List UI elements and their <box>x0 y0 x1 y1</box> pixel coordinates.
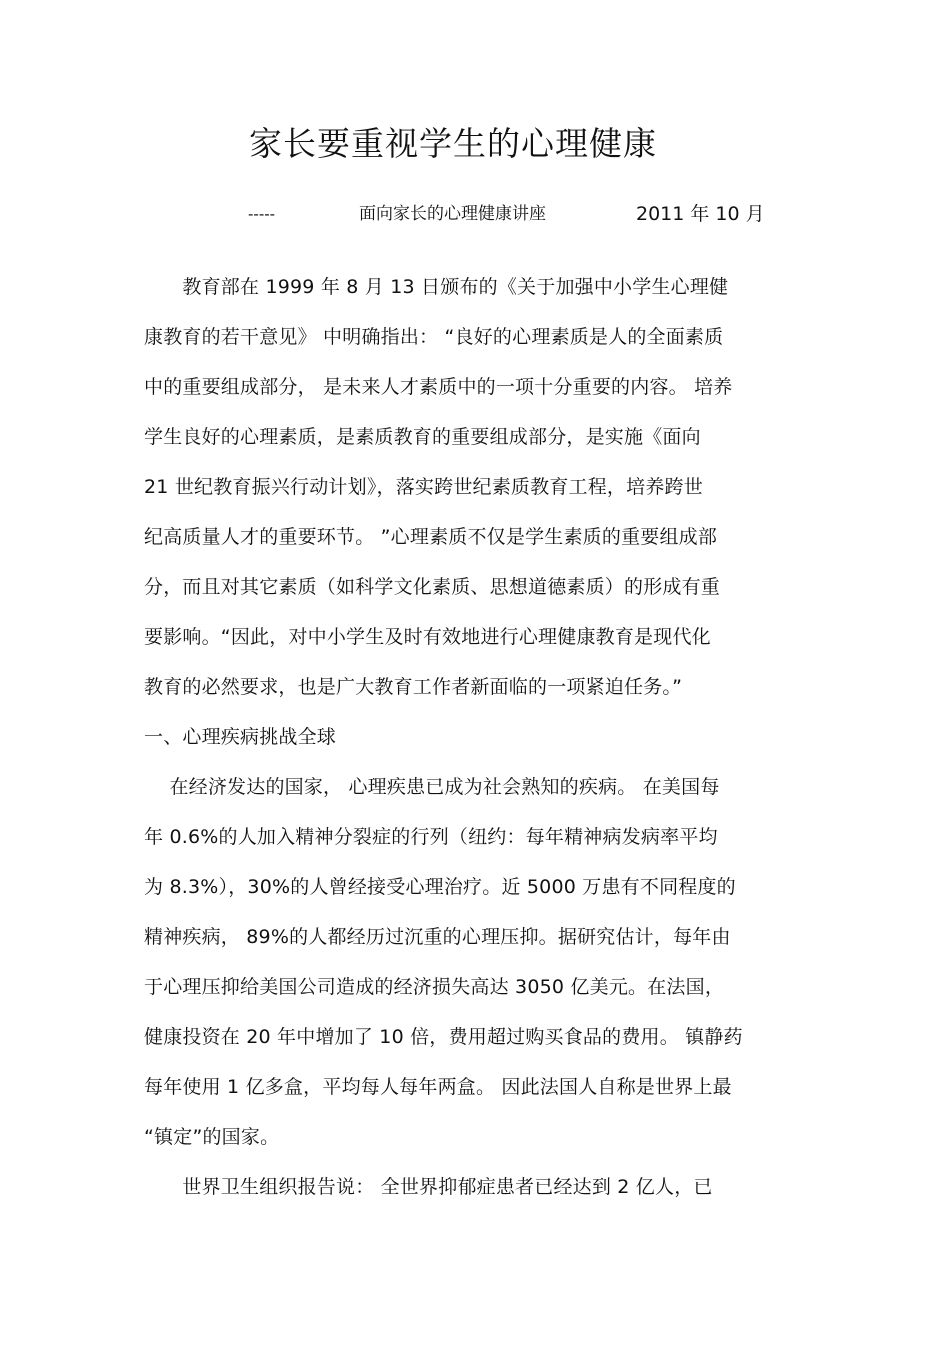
paragraph-line: 学生良好的心理素质，是素质教育的重要组成部分，是实施《面向 <box>144 426 701 448</box>
paragraph-line: 教育的必然要求，也是广大教育工作者新面临的一项紧迫任务。” <box>144 676 683 698</box>
section-heading: 一、心理疾病挑战全球 <box>144 726 337 748</box>
paragraph-line: 世界卫生组织报告说： 全世界抑郁症患者已经达到 2 亿人，已 <box>144 1176 713 1198</box>
paragraph-line: 纪高质量人才的重要环节。 ”心理素质不仅是学生素质的重要组成部 <box>144 526 718 548</box>
paragraph-line: 健康投资在 20 年中增加了 10 倍，费用超过购买食品的费用。 镇静药 <box>144 1026 743 1048</box>
paragraph-line: 在经济发达的国家， 心理疾患已成为社会熟知的疾病。 在美国每 <box>144 776 720 798</box>
paragraph-line: 于心理压抑给美国公司造成的经济损失高达 3050 亿美元。在法国， <box>144 976 725 998</box>
paragraph-line: 年 0.6%的人加入精神分裂症的行列（纽约：每年精神病发病率平均 <box>144 826 718 848</box>
paragraph-line: 分，而且对其它素质（如科学文化素质、思想道德素质）的形成有重 <box>144 576 721 598</box>
paragraph-line: 为 8.3%），30%的人曾经接受心理治疗。近 5000 万患有不同程度的 <box>144 876 736 898</box>
paragraph-line: “镇定”的国家。 <box>144 1126 280 1148</box>
paragraph-line: 康教育的若干意见》 中明确指出： “良好的心理素质是人的全面素质 <box>144 326 724 348</box>
subtitle-dash: ----- <box>248 205 276 223</box>
subtitle-date: 2011 年 10 月 <box>636 203 765 225</box>
paragraph-line: 中的重要组成部分， 是未来人才素质中的一项十分重要的内容。 培养 <box>144 376 733 398</box>
subtitle-text: 面向家长的心理健康讲座 <box>359 204 546 224</box>
paragraph-line: 精神疾病， 89%的人都经历过沉重的心理压抑。据研究估计，每年由 <box>144 926 731 948</box>
paragraph-line: 21 世纪教育振兴行动计划》，落实跨世纪素质教育工程，培养跨世 <box>144 476 703 498</box>
paragraph-line: 每年使用 1 亿多盒，平均每人每年两盒。 因此法国人自称是世界上最 <box>144 1076 732 1098</box>
document-title: 家长要重视学生的心理健康 <box>249 124 657 163</box>
paragraph-line: 要影响。“因此，对中小学生及时有效地进行心理健康教育是现代化 <box>144 626 711 648</box>
paragraph-line: 教育部在 1999 年 8 月 13 日颁布的《关于加强中小学生心理健 <box>144 276 729 298</box>
